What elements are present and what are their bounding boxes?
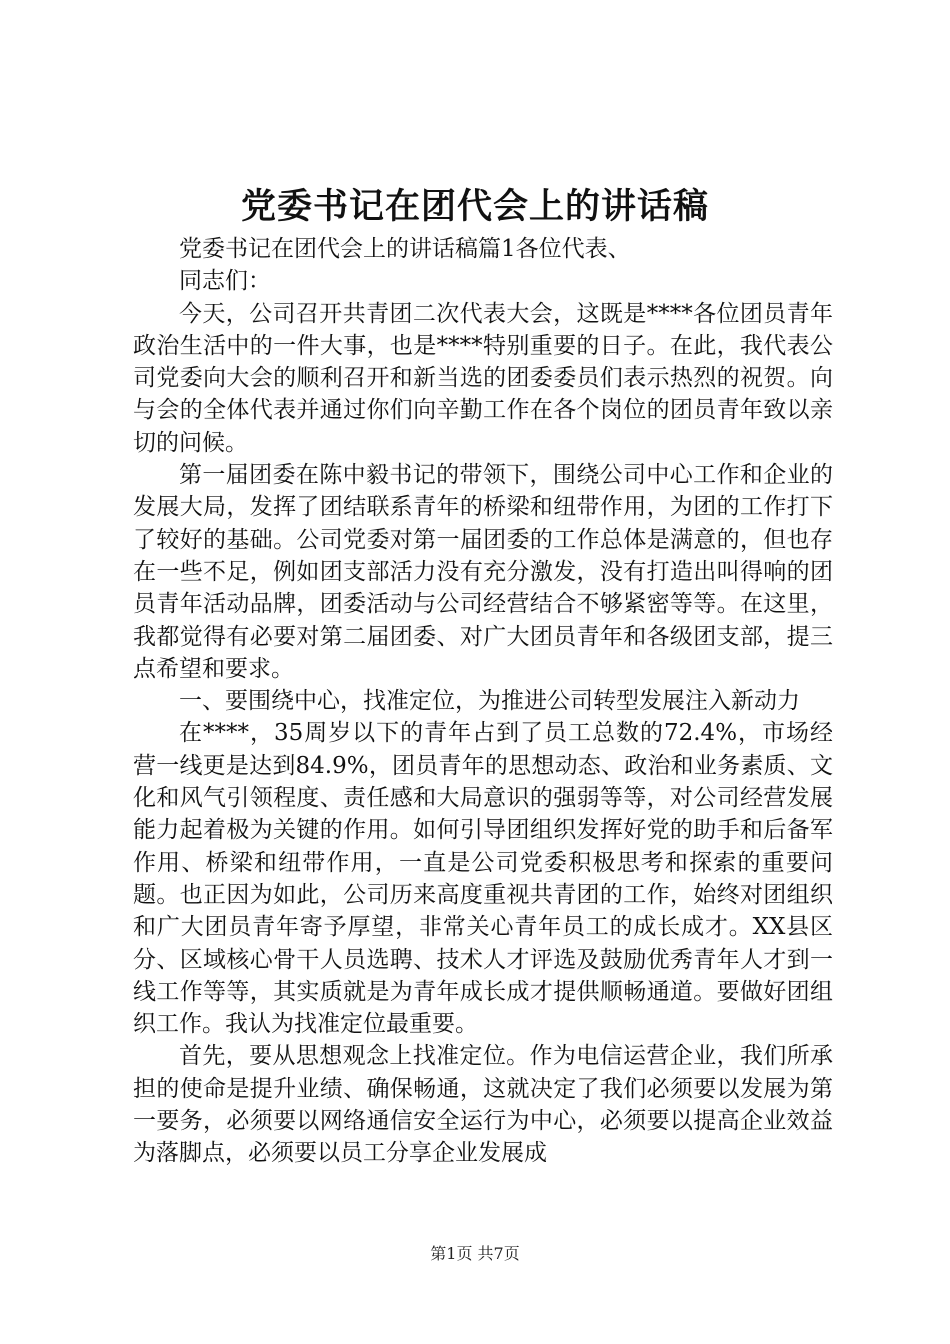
page-number-footer: 第1页 共7页 — [430, 1244, 520, 1263]
section-heading-1: 一、要围绕中心，找准定位，为推进公司转型发展注入新动力 — [179, 688, 800, 715]
paragraph-2: 同志们： — [179, 268, 271, 295]
paragraph-6: 首先，要从思想观念上找准定位。作为电信运营企业，我们所承担的使命是提升业绩、确保畅通，这就决定了我们必须要以发展为第一要务，必须要以网络通信安全运行为中心，必须要以提高企业效益为落脚点，必须要以员工分享企业发展成 — [133, 1043, 833, 1167]
document-body — [133, 233, 833, 1170]
paragraph-5: 在****，35周岁以下的青年占到了员工总数的72.4%，市场经营一线更是达到84.9%，团员青年的思想动态、政治和业务素质、文化和风气引领程度、责任感和大局意识的强弱等等，对公司经营发展能力起着极为关键的作用。如何引导团组织发挥好党的助手和后备军作用、桥梁和纽带作用，一直是公司党委积极思考和探索的重要问题。也正因为如此，公司历来高度重视共青团的工作，始终对团组织和广大团员青年寄予厚望，非常关心青年员工的成长成才。XX县区分、区域核心骨干人员选聘、技术人才评选及鼓励优秀青年人才到一线工作等等，其实质就是为青年成长成才提供顺畅通道。要做好团组织工作。我认为找准定位最重要。 — [133, 720, 833, 1038]
document-title: 党委书记在团代会上的讲话稿 — [240, 186, 709, 227]
paragraph-3: 今天，公司召开共青团二次代表大会，这既是****各位团员青年政治生活中的一件大事，也是****特别重要的日子。在此，我代表公司党委向大会的顺利召开和新当选的团委委员们表示热烈的祝贺。向与会的全体代表并通过你们向辛勤工作在各个岗位的团员青年致以亲切的问候。 — [133, 300, 833, 456]
paragraph-1: 党委书记在团代会上的讲话稿篇1各位代表、 — [179, 236, 631, 262]
paragraph-4: 第一届团委在陈中毅书记的带领下，围绕公司中心工作和企业的发展大局，发挥了团结联系青年的桥梁和纽带作用，为团的工作打下了较好的基础。公司党委对第一届团委的工作总体是满意的，但也存在一些不足，例如团支部活力没有充分激发，没有打造出叫得响的团员青年活动品牌，团委活动与公司经营结合不够紧密等等。在这里，我都觉得有必要对第二届团委、对广大团员青年和各级团支部，提三点希望和要求。 — [133, 462, 833, 682]
